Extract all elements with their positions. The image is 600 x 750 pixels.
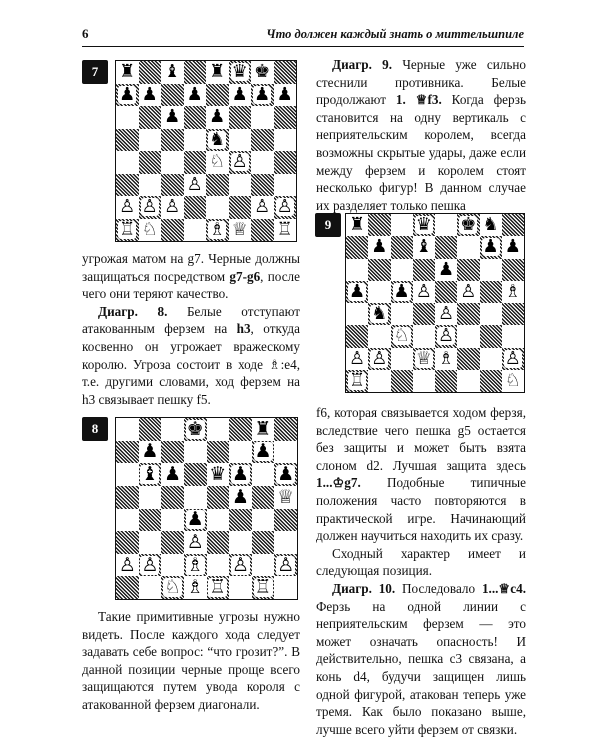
board-square — [346, 370, 368, 392]
white-pawn-icon: ♙ — [231, 151, 248, 173]
board-square — [207, 531, 230, 554]
board-square — [274, 61, 297, 84]
board-square — [229, 531, 252, 554]
white-rook-icon: ♖ — [254, 576, 272, 599]
diagram-8 — [82, 417, 300, 598]
board-square — [184, 486, 207, 509]
board-square — [229, 151, 252, 174]
board-square — [251, 106, 274, 129]
board-square — [207, 509, 230, 532]
white-pawn-icon: ♙ — [438, 325, 455, 347]
white-queen-icon: ♕ — [277, 485, 295, 508]
board-square — [457, 236, 479, 258]
white-pawn-icon: ♙ — [349, 347, 366, 369]
text-right-middle — [316, 404, 526, 738]
board-square — [207, 463, 230, 486]
black-pawn-icon: ♟ — [438, 258, 455, 280]
board-square — [229, 418, 252, 441]
board-square — [252, 441, 275, 464]
board-square — [161, 219, 184, 242]
board-square — [139, 531, 162, 554]
white-rook-icon: ♖ — [209, 576, 227, 599]
board-square — [229, 219, 252, 242]
board-square — [116, 106, 139, 129]
board-square — [480, 259, 502, 281]
board-square — [229, 463, 252, 486]
board-square — [435, 348, 457, 370]
board-square — [229, 106, 252, 129]
board-square — [413, 348, 435, 370]
chess-board — [345, 213, 525, 393]
black-pawn-icon: ♟ — [119, 83, 136, 105]
white-knight-icon: ♘ — [504, 369, 521, 391]
board-square — [161, 418, 184, 441]
black-pawn-icon: ♟ — [141, 83, 158, 105]
board-square — [139, 486, 162, 509]
board-square — [252, 554, 275, 577]
board-square — [139, 219, 162, 242]
board-square — [184, 174, 207, 197]
board-square — [229, 486, 252, 509]
diagram-9 — [315, 213, 525, 391]
black-pawn-icon: ♟ — [371, 236, 388, 258]
board-square — [346, 325, 368, 347]
white-rook-icon: ♖ — [276, 218, 293, 240]
board-square — [502, 236, 524, 258]
board-square — [251, 129, 274, 152]
board-square — [346, 236, 368, 258]
black-king-icon: ♚ — [460, 214, 477, 236]
paragraph: Диагр. 10. Последовало 1...♕c4. Ферзь на одной линии с неприятельским ферзем — это может означать опасность! И действительно, пешка c3 связана, а конь d4, будучи защищен лишь одной фигурой, атакован теперь уже тремя. Как было показано выше, лучше всего уйти ферзем от связки. — [316, 580, 526, 737]
board-square — [252, 576, 275, 599]
board-square — [184, 554, 207, 577]
black-pawn-icon: ♟ — [349, 280, 366, 302]
board-square — [413, 325, 435, 347]
board-square — [161, 129, 184, 152]
board-square — [139, 151, 162, 174]
board-square — [116, 554, 139, 577]
white-pawn-icon: ♙ — [141, 196, 158, 218]
board-square — [139, 196, 162, 219]
board-square — [116, 531, 139, 554]
board-square — [252, 531, 275, 554]
white-bishop-icon: ♗ — [504, 280, 521, 302]
black-pawn-icon: ♟ — [186, 83, 203, 105]
black-bishop-icon: ♝ — [415, 236, 432, 258]
paragraph: f6, которая связывается ходом ферзя, вследствие чего пешка g5 остается без защиты и может быть взята слоном d2. Лучшая защита здесь 1...♔g7. Подобные типичные положения часто повторяются в практической игре. Начинающий должен научиться находить их сразу. — [316, 405, 526, 544]
board-square — [161, 84, 184, 107]
diagram-label: 8 — [82, 417, 108, 441]
white-bishop-icon: ♗ — [209, 218, 226, 240]
board-square — [139, 61, 162, 84]
board-square — [229, 509, 252, 532]
board-square — [206, 106, 229, 129]
board-square — [161, 576, 184, 599]
white-pawn-icon: ♙ — [276, 196, 293, 218]
white-pawn-icon: ♙ — [118, 553, 136, 576]
board-square — [116, 151, 139, 174]
board-square — [502, 214, 524, 236]
board-square — [184, 196, 207, 219]
board-square — [391, 236, 413, 258]
board-square — [502, 348, 524, 370]
board-square — [184, 151, 207, 174]
board-square — [274, 106, 297, 129]
board-square — [184, 509, 207, 532]
black-rook-icon: ♜ — [349, 214, 366, 236]
diagram-7 — [82, 60, 300, 240]
board-square — [457, 370, 479, 392]
diagram-label: 9 — [315, 213, 341, 237]
board-square — [116, 418, 139, 441]
paragraph: Диагр. 9. Черные уже сильно стеснили противника. Белые продолжают 1. ♕f3. Когда ферзь становится на одну вертикаль с неприятельским королем, всегда возможны скрытые удары, даже если между ферзем и королем стоят несколько фигур! В данном случае их разделяет только пешка — [316, 57, 526, 213]
board-square — [457, 348, 479, 370]
white-pawn-icon: ♙ — [186, 531, 204, 553]
board-square — [346, 214, 368, 236]
board-square — [368, 281, 390, 303]
board-square — [206, 129, 229, 152]
running-title: Что должен каждый знать о миттельшпиле — [266, 27, 524, 41]
board-square — [457, 325, 479, 347]
board-square — [274, 418, 297, 441]
text-right-top — [316, 56, 526, 214]
board-square — [252, 509, 275, 532]
board-square — [184, 106, 207, 129]
black-rook-icon: ♜ — [209, 61, 226, 83]
board-square — [184, 576, 207, 599]
board-square — [184, 531, 207, 554]
board-square — [457, 259, 479, 281]
board-square — [391, 303, 413, 325]
board-square — [346, 303, 368, 325]
board-square — [184, 129, 207, 152]
board-square — [435, 214, 457, 236]
black-pawn-icon: ♟ — [141, 440, 159, 463]
white-rook-icon: ♖ — [119, 218, 136, 240]
black-pawn-icon: ♟ — [276, 83, 293, 105]
board-square — [274, 531, 297, 554]
board-square — [229, 576, 252, 599]
black-pawn-icon: ♟ — [231, 83, 248, 105]
white-pawn-icon: ♙ — [371, 347, 388, 369]
paragraph: Диагр. 8. Белые отступают атакованным ферзем на h3, откуда косвенно он угрожает вражескому королю. Угроза состоит в ходе ♗:e4, т.е. другими словами, ход ферзем на h3 связывает пешку f5. — [82, 303, 301, 407]
white-queen-icon: ♕ — [415, 347, 432, 369]
board-square — [252, 418, 275, 441]
white-pawn-icon: ♙ — [254, 196, 271, 218]
black-knight-icon: ♞ — [482, 214, 499, 236]
board-square — [139, 509, 162, 532]
board-square — [116, 61, 139, 84]
black-pawn-icon: ♟ — [277, 463, 295, 486]
board-square — [502, 303, 524, 325]
board-square — [480, 214, 502, 236]
board-square — [139, 129, 162, 152]
board-square — [116, 486, 139, 509]
text-left-bottom — [82, 608, 300, 714]
paragraph: Сходный характер имеет и следующая позиция. — [316, 545, 526, 579]
board-square — [391, 281, 413, 303]
board-square — [346, 348, 368, 370]
board-square — [457, 303, 479, 325]
board-square — [161, 531, 184, 554]
black-pawn-icon: ♟ — [231, 485, 249, 508]
board-square — [184, 463, 207, 486]
board-square — [116, 463, 139, 486]
board-square — [206, 196, 229, 219]
black-queen-icon: ♛ — [231, 61, 248, 83]
black-pawn-icon: ♟ — [254, 83, 271, 105]
board-square — [368, 303, 390, 325]
black-pawn-icon: ♟ — [231, 463, 249, 486]
board-square — [251, 61, 274, 84]
board-square — [139, 174, 162, 197]
board-square — [251, 174, 274, 197]
board-square — [139, 106, 162, 129]
board-square — [435, 370, 457, 392]
board-square — [274, 509, 297, 532]
board-square — [161, 174, 184, 197]
board-square — [502, 370, 524, 392]
white-pawn-icon: ♙ — [231, 553, 249, 576]
board-square — [346, 281, 368, 303]
board-square — [116, 219, 139, 242]
board-square — [116, 509, 139, 532]
black-bishop-icon: ♝ — [141, 463, 159, 486]
board-square — [413, 236, 435, 258]
white-knight-icon: ♘ — [209, 151, 226, 173]
black-bishop-icon: ♝ — [164, 61, 181, 83]
white-knight-icon: ♘ — [141, 218, 158, 240]
white-queen-icon: ♕ — [231, 218, 248, 240]
board-square — [252, 486, 275, 509]
board-square — [206, 219, 229, 242]
board-square — [251, 196, 274, 219]
page-number: 6 — [82, 26, 89, 41]
board-square — [274, 441, 297, 464]
white-pawn-icon: ♙ — [415, 280, 432, 302]
board-square — [139, 418, 162, 441]
board-square — [413, 281, 435, 303]
board-square — [206, 151, 229, 174]
black-pawn-icon: ♟ — [164, 463, 182, 486]
board-square — [207, 554, 230, 577]
board-square — [139, 84, 162, 107]
board-square — [368, 348, 390, 370]
board-square — [116, 576, 139, 599]
white-knight-icon: ♘ — [164, 576, 182, 599]
board-square — [206, 84, 229, 107]
board-square — [161, 463, 184, 486]
board-square — [435, 236, 457, 258]
white-bishop-icon: ♗ — [186, 576, 204, 599]
board-square — [252, 463, 275, 486]
black-pawn-icon: ♟ — [164, 106, 181, 128]
board-square — [161, 151, 184, 174]
text-left-middle — [82, 250, 300, 408]
board-square — [435, 325, 457, 347]
board-square — [274, 486, 297, 509]
white-rook-icon: ♖ — [349, 369, 366, 391]
board-square — [184, 441, 207, 464]
board-square — [229, 196, 252, 219]
board-square — [368, 259, 390, 281]
board-square — [457, 214, 479, 236]
board-square — [229, 441, 252, 464]
page-header — [82, 26, 524, 47]
board-square — [391, 259, 413, 281]
board-square — [413, 370, 435, 392]
board-square — [161, 486, 184, 509]
white-knight-icon: ♘ — [393, 325, 410, 347]
board-square — [251, 84, 274, 107]
board-square — [413, 303, 435, 325]
white-bishop-icon: ♗ — [186, 553, 204, 576]
board-square — [206, 61, 229, 84]
white-pawn-icon: ♙ — [460, 280, 477, 302]
black-pawn-icon: ♟ — [254, 440, 272, 463]
board-square — [274, 174, 297, 197]
board-square — [116, 174, 139, 197]
board-square — [206, 174, 229, 197]
board-square — [502, 325, 524, 347]
board-square — [480, 325, 502, 347]
board-square — [391, 370, 413, 392]
board-square — [251, 151, 274, 174]
black-rook-icon: ♜ — [119, 61, 136, 83]
black-pawn-icon: ♟ — [186, 508, 204, 531]
board-square — [435, 259, 457, 281]
white-pawn-icon: ♙ — [438, 303, 455, 325]
board-square — [229, 554, 252, 577]
white-pawn-icon: ♙ — [141, 553, 159, 576]
board-square — [207, 441, 230, 464]
black-queen-icon: ♛ — [415, 214, 432, 236]
board-square — [139, 576, 162, 599]
paragraph: Такие примитивные угрозы нужно видеть. После каждого хода следует задавать себе вопрос: “что грозит?”. В данной позиции черные проще всего защищаются путем увода короля с атакованной ферзем диагонали. — [82, 609, 300, 712]
black-pawn-icon: ♟ — [482, 236, 499, 258]
chess-board — [115, 60, 297, 242]
board-square — [368, 236, 390, 258]
board-square — [184, 219, 207, 242]
board-square — [116, 84, 139, 107]
board-square — [207, 576, 230, 599]
board-square — [480, 303, 502, 325]
white-pawn-icon: ♙ — [186, 173, 203, 195]
board-square — [161, 106, 184, 129]
board-square — [229, 61, 252, 84]
black-queen-icon: ♛ — [209, 463, 227, 486]
board-square — [184, 84, 207, 107]
board-square — [251, 219, 274, 242]
board-square — [229, 174, 252, 197]
board-square — [161, 441, 184, 464]
board-square — [229, 84, 252, 107]
board-square — [274, 463, 297, 486]
board-square — [229, 129, 252, 152]
white-pawn-icon: ♙ — [164, 196, 181, 218]
paragraph: угрожая матом на g7. Черные должны защищаться посредством g7-g6, после чего они теряют качество. — [82, 251, 300, 302]
board-square — [457, 281, 479, 303]
white-bishop-icon: ♗ — [438, 347, 455, 369]
board-square — [161, 61, 184, 84]
black-rook-icon: ♜ — [254, 418, 272, 440]
board-square — [207, 418, 230, 441]
board-square — [502, 281, 524, 303]
board-square — [161, 196, 184, 219]
black-knight-icon: ♞ — [209, 128, 226, 150]
board-square — [435, 303, 457, 325]
board-square — [274, 219, 297, 242]
board-square — [368, 325, 390, 347]
board-square — [274, 151, 297, 174]
board-square — [368, 214, 390, 236]
board-square — [116, 196, 139, 219]
diagram-label: 7 — [82, 60, 108, 84]
white-pawn-icon: ♙ — [504, 347, 521, 369]
board-square — [413, 214, 435, 236]
black-pawn-icon: ♟ — [209, 106, 226, 128]
board-square — [139, 463, 162, 486]
board-square — [413, 259, 435, 281]
board-square — [161, 554, 184, 577]
board-square — [161, 509, 184, 532]
board-square — [184, 418, 207, 441]
board-square — [116, 441, 139, 464]
board-square — [139, 441, 162, 464]
black-king-icon: ♚ — [254, 61, 271, 83]
chess-board — [115, 417, 298, 600]
board-square — [480, 281, 502, 303]
board-square — [274, 129, 297, 152]
board-square — [139, 554, 162, 577]
board-square — [274, 554, 297, 577]
black-king-icon: ♚ — [186, 418, 204, 440]
black-pawn-icon: ♟ — [504, 236, 521, 258]
white-pawn-icon: ♙ — [277, 553, 295, 576]
board-square — [116, 129, 139, 152]
board-square — [480, 370, 502, 392]
board-square — [391, 325, 413, 347]
board-square — [480, 348, 502, 370]
board-square — [391, 348, 413, 370]
board-square — [274, 196, 297, 219]
board-square — [480, 236, 502, 258]
board-square — [274, 576, 297, 599]
board-square — [346, 259, 368, 281]
board-square — [184, 61, 207, 84]
board-square — [391, 214, 413, 236]
board-square — [368, 370, 390, 392]
black-pawn-icon: ♟ — [393, 280, 410, 302]
white-pawn-icon: ♙ — [119, 196, 136, 218]
black-knight-icon: ♞ — [371, 303, 388, 325]
board-square — [207, 486, 230, 509]
board-square — [502, 259, 524, 281]
board-square — [274, 84, 297, 107]
board-square — [435, 281, 457, 303]
